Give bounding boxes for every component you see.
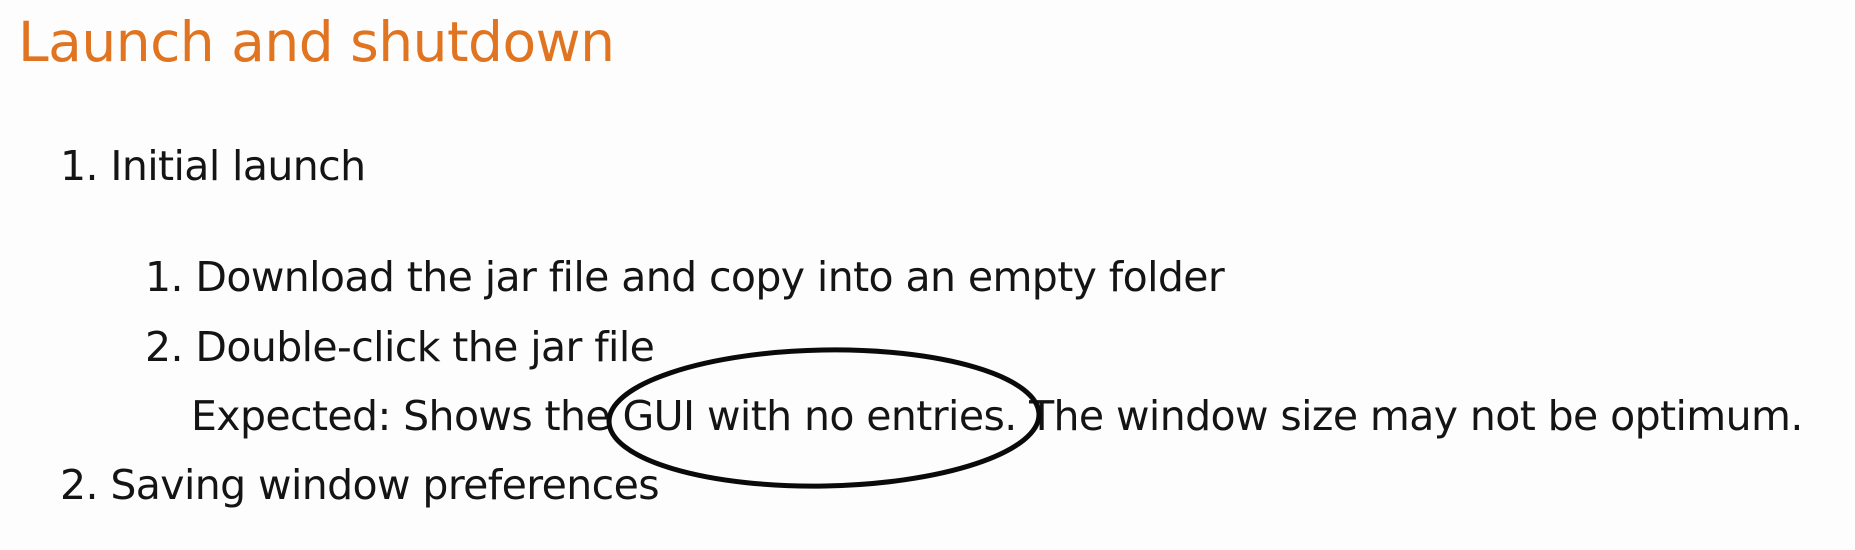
- sub-list-item-download: [145, 249, 1224, 305]
- sub-list-item-double-click: [145, 319, 654, 375]
- list-item-label: Initial launch: [110, 142, 366, 190]
- sub-list-item-label: Download the jar file and copy into an empty folder: [195, 253, 1225, 301]
- sub-list-item-label: Double-click the jar file: [195, 323, 655, 371]
- list-number: 2.: [60, 461, 98, 509]
- sub-list-number: 2.: [145, 323, 183, 371]
- list-item-initial-launch: [60, 138, 365, 194]
- expected-result-text: Expected: Shows the GUI with no entries. The window size may not be optimum.: [191, 392, 1803, 440]
- list-item-saving-window-preferences: [60, 457, 659, 513]
- list-item-label: Saving window preferences: [110, 461, 659, 509]
- sub-list-number: 1.: [145, 253, 183, 301]
- list-number: 1.: [60, 142, 98, 190]
- page-title: Launch and shutdown: [18, 10, 615, 74]
